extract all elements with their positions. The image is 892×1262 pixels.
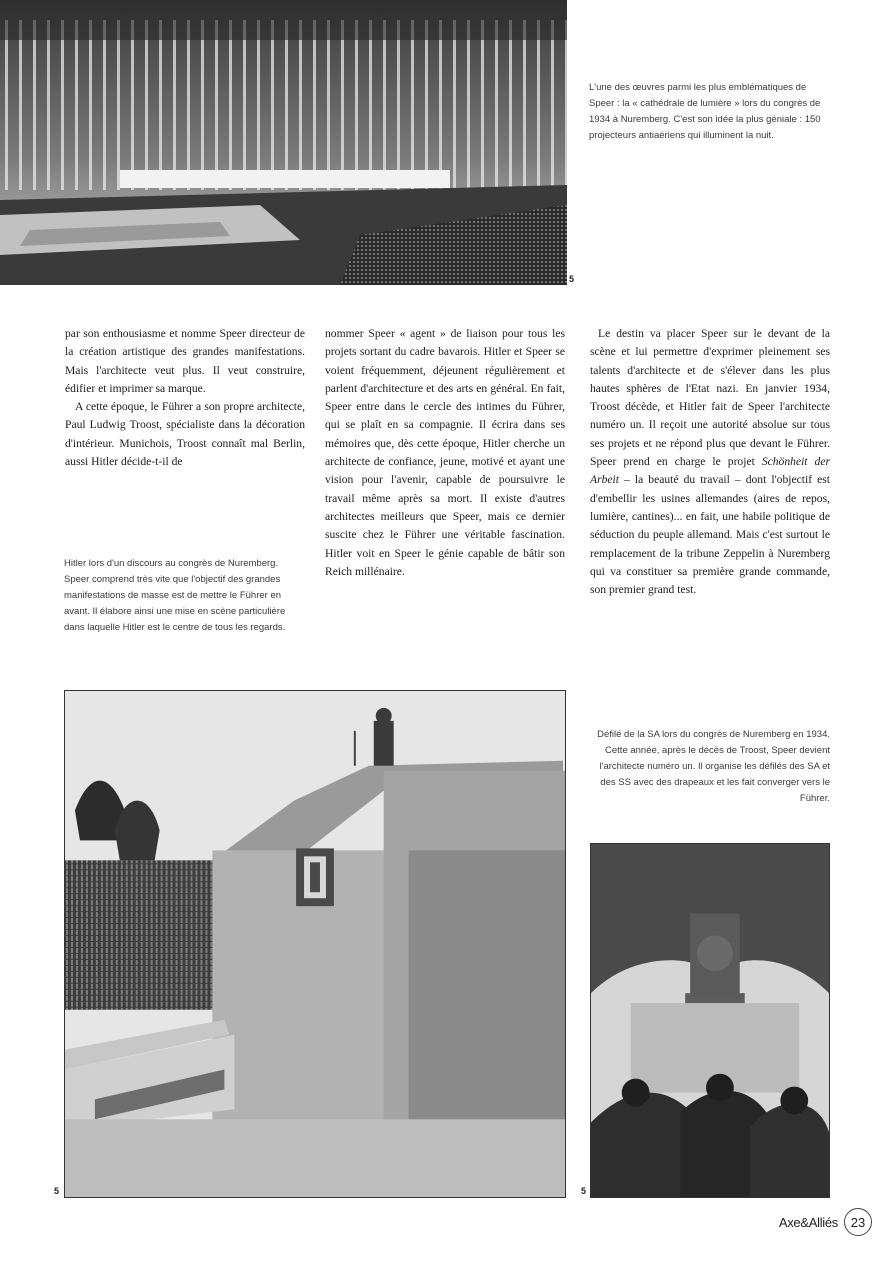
photo-number: 5 <box>569 274 575 284</box>
text-run: – la beauté du travail – dont l'objectif est d'embellir les usines allemandes (aires de repos, lumière, cantines)... en fait, une habile politique de séduction du peuple allemand. Mais c'est surtout le remplacement de la tribune Zeppelin à Nuremberg qui va constituer sa première grande commande, son premier grand test. <box>590 473 830 597</box>
text-run: Le destin va placer Speer sur le devant de la scène et lui permettre d'exprimer pleinement ses talents d'architecte et de s'élever dans les plus hautes sphères de l'Etat nazi. En janvier 1934, Troost décède, et Hitler fait de Speer l'architecte numéro un. Il reçoit une autorité absolue sur tous ses projets et ne répond plus que devant le Führer. Speer prend en charge le projet <box>590 327 830 469</box>
sa-parade-image <box>591 844 829 1197</box>
zeppelin-tribune-image <box>65 691 565 1197</box>
paragraph: par son enthousiasme et nomme Speer directeur de la création artistique des grandes manifestations. Mais l'architecte veut plus. Il veut construire, édifier et imprimer sa marque. <box>65 327 305 395</box>
text-column-3 <box>590 325 830 599</box>
photo-sa-parade <box>590 843 830 1198</box>
magazine-brand: Axe&Alliés <box>778 1214 838 1230</box>
text-column-2 <box>325 325 565 581</box>
page-footer <box>779 1208 872 1236</box>
paragraph: nommer Speer « agent » de liaison pour tous les projets sortant du cadre bavarois. Hitler et Speer se voient fréquemment, déjeunent régulièrement et parlent d'architecture et des arts en général. En fait, Speer entre dans le cercle des intimes du Führer, qui se plaît en sa compagnie. Il écrira dans ses mémoires que, dès cette époque, Hitler cherche un architecte de confiance, jeune, motivé et ayant une vision pour l'avenir, capable de poursuivre le travail même après sa mort. Il existe d'autres architectes meilleurs que Speer, mais ce dernier suscite chez le Führer une véritable fascination. Hitler voit en Speer le génie capable de bâtir son Reich millénaire. <box>325 327 565 578</box>
page-number: 23 <box>844 1208 872 1236</box>
photo-number: 5 <box>581 1186 587 1196</box>
caption-cathedral: L'une des œuvres parmi les plus emblématiques de Speer : la « cathédrale de lumière » lors du congrès de 1934 à Nuremberg. C'est son idée la plus géniale : 150 projecteurs antiaériens qui illuminent la nuit. <box>589 82 821 141</box>
italic-title: Schönheit der Arbeit <box>590 455 830 487</box>
caption-sa-parade: Défilé de la SA lors du congrès de Nuremberg en 1934. Cette année, après le décès de Troost, Speer devient l'architecte numéro un. Il organise les défilés des SA et des SS avec des drapeaux et les fait converger vers le Führer. <box>597 729 830 804</box>
paragraph: A cette époque, le Führer a son propre architecte, Paul Ludwig Troost, spécialiste dans la décoration d'intérieur. Munichois, Troost connaît mal Berlin, aussi Hitler décide-t-il de <box>65 400 305 469</box>
paragraph <box>590 325 830 599</box>
photo-cathedral-of-light <box>0 0 567 285</box>
cathedral-of-light-image <box>0 0 567 285</box>
photo-number: 5 <box>54 1186 60 1196</box>
caption-tribune: Hitler lors d'un discours au congrès de Nuremberg. Speer comprend très vite que l'objectif des grandes manifestations de masse est de mettre le Führer en avant. Il élabore ainsi une mise en scène particulière dans laquelle Hitler est le centre de tous les regards. <box>64 558 286 633</box>
text-column-1 <box>65 325 305 471</box>
photo-zeppelin-tribune <box>64 690 566 1198</box>
